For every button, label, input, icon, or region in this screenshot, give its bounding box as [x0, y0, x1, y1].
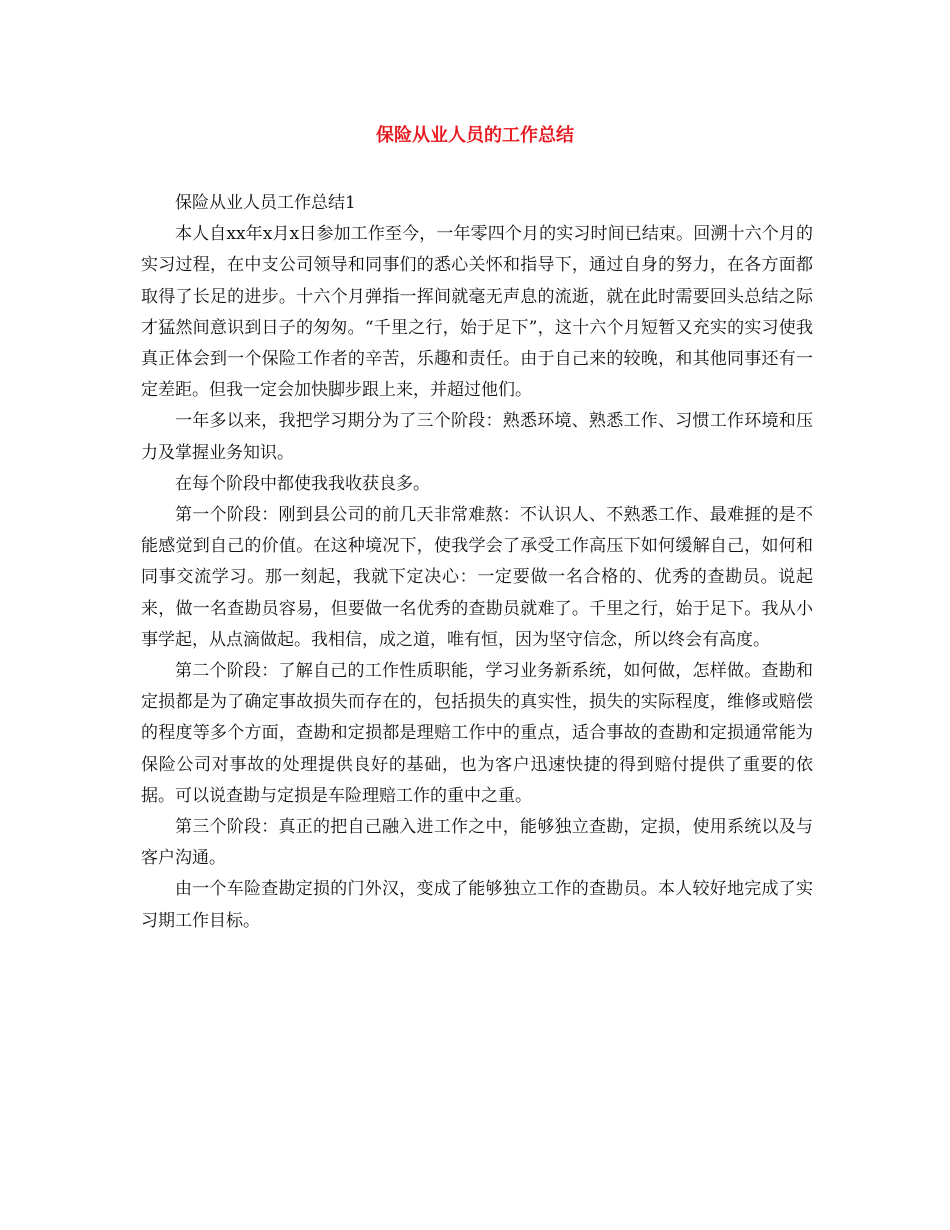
document-body: [141, 188, 813, 937]
paragraph-gains: 在每个阶段中都使我我收获良多。: [175, 473, 430, 494]
paragraph-conclusion: 由一个车险查勘定损的门外汉，变成了能够独立工作的查勘员。本人较好地完成了实习期工作目标。: [141, 879, 813, 931]
paragraph-stage-one: 第一个阶段：刚到县公司的前几天非常难熬：不认识人、不熟悉工作、最难捱的是不能感觉到自己的价值。在这种境况下，使我学会了承受工作高压下如何缓解自己，如何和同事交流学习。那一刻起，我就下定决心：一定要做一名合格的、优秀的查勘员。说起来，做一名查勘员容易，但要做一名优秀的查勘员就难了。千里之行，始于足下。我从小事学起，从点滴做起。我相信，成之道，唯有恒，因为坚守信念，所以终会有高度。: [141, 505, 813, 650]
paragraph-stage-two: 第二个阶段：了解自己的工作性质职能，学习业务新系统，如何做，怎样做。查勘和定损都是为了确定事故损失而存在的，包括损失的真实性，损失的实际程度，维修或赔偿的程度等多个方面，查勘和定损都是理赔工作中的重点，适合事故的查勘和定损通常能为保险公司对事故的处理提供良好的基础，也为客户迅速快捷的得到赔付提供了重要的依据。可以说查勘与定损是车险理赔工作的重中之重。: [141, 661, 813, 806]
document-title: 保险从业人员的工作总结: [376, 125, 574, 146]
paragraph-stage-three: 第三个阶段：真正的把自己融入进工作之中，能够独立查勘，定损，使用系统以及与客户沟通。: [141, 817, 813, 869]
paragraph-stages-overview: 一年多以来，我把学习期分为了三个阶段：熟悉环境、熟悉工作、习惯工作环境和压力及掌握业务知识。: [141, 411, 813, 463]
paragraph-intro: 本人自xx年x月x日参加工作至今，一年零四个月的实习时间已结束。回溯十六个月的实习过程，在中支公司领导和同事们的悉心关怀和指导下，通过自身的努力，在各方面都取得了长足的进步。十六个月弹指一挥间就毫无声息的流逝，就在此时需要回头总结之际才猛然间意识到日子的匆匆。“千里之行，始于足下”，这十六个月短暂又充实的实习使我真正体会到一个保险工作者的辛苦，乐趣和责任。由于自己来的较晚，和其他同事还有一定差距。但我一定会加快脚步跟上来，并超过他们。: [141, 224, 813, 401]
section-subtitle: 保险从业人员工作总结1: [175, 193, 356, 213]
